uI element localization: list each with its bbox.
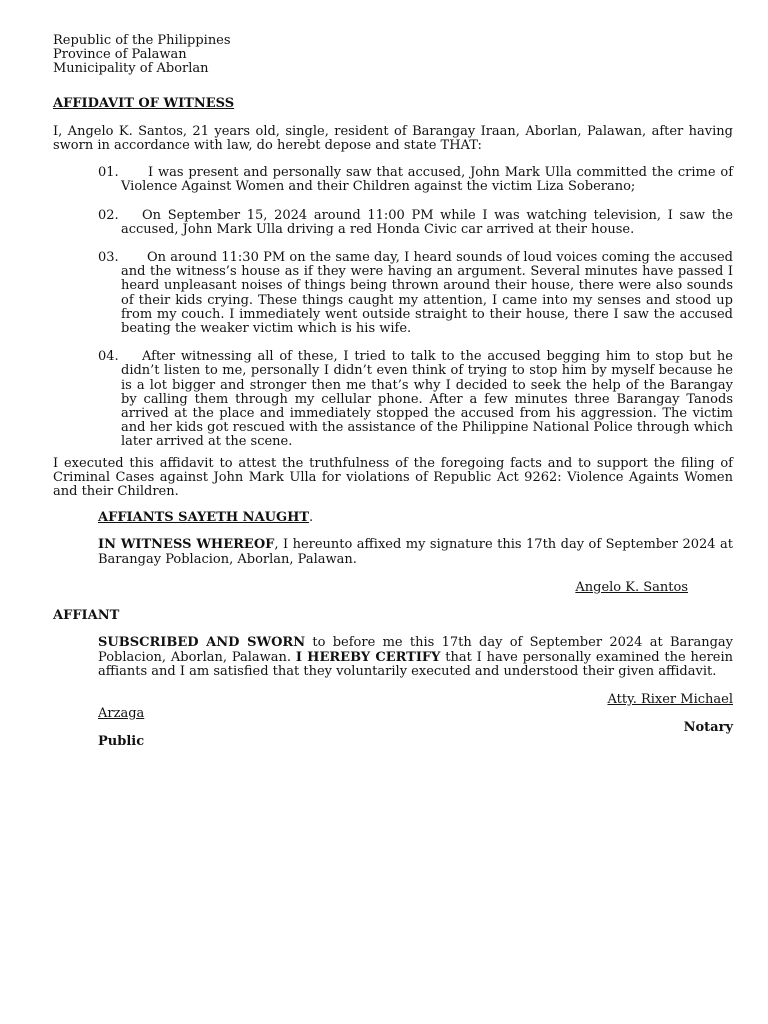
- affidavit-document: [53, 34, 733, 749]
- jurat-certify: I HEREBY CERTIFY: [295, 649, 441, 665]
- statement-number: 03.: [98, 250, 119, 266]
- notary-name-part2: Arzaga: [98, 705, 145, 721]
- jurat-lead: SUBSCRIBED AND SWORN: [98, 635, 306, 651]
- jurat-text: to before me this 17th day of September 2024 at Barangay Poblacion, Aborlan, Palawan.: [98, 635, 734, 665]
- statement-text: After witnessing all of these, I tried to talk to the accused begging him to stop but he didn’t listen to me, personally I didn’t even think of trying to stop him by myself because he is a lot bigger and stronger then me that’s why I decided to seek the help of the Barangay by calling them through my cellular phone. After a few minutes three Barangay Tanods arrived at the place and immediately stopped the accused from his aggression. The victim and her kids got rescued with the assistance of the Philippine National Police through which later arrived at the scene.: [121, 349, 733, 450]
- notary-name-part1: Atty. Rixer Michael: [607, 691, 733, 707]
- statement-number: 01.: [98, 165, 119, 181]
- statement-item: [98, 165, 733, 195]
- sayeth-naught-period: .: [309, 510, 314, 526]
- statement-number: 04.: [98, 349, 119, 365]
- witness-paragraph: [98, 538, 733, 566]
- affiant-label: AFFIANT: [53, 608, 120, 624]
- document-header: [53, 34, 733, 77]
- closing-paragraph: I executed this affidavit to attest the truthfulness of the foregoing facts and to support the filing of Criminal Cases against John Mark Ulla for violations of Republic Act 9262: Violence Againts Women and their Children.: [53, 455, 733, 500]
- statement-item: [98, 207, 733, 237]
- jurat-text-end: that I have personally examined the herein affiants and I am satisfied that they voluntarily executed and understood their given affidavit.: [98, 649, 734, 679]
- header-province: Province of Palawan: [53, 47, 187, 63]
- header-country: Republic of the Philippines: [53, 33, 231, 48]
- affiant-signature: [53, 581, 733, 595]
- witness-lead: IN WITNESS WHEREOF: [98, 537, 275, 553]
- notary-signature-block: [98, 693, 733, 749]
- affiant-name: Angelo K. Santos: [575, 579, 688, 595]
- witness-text: , I hereunto affixed my signature this 17th day of September 2024 at Barangay Poblacion, Aborlan, Palawan.: [98, 537, 733, 567]
- statement-item: [98, 349, 733, 450]
- jurat-paragraph: [98, 636, 733, 679]
- notary-title-part2: Public: [98, 733, 145, 749]
- statement-text: I was present and personally saw that accused, John Mark Ulla committed the crime of Violence Against Women and their Children against the victim Liza Soberano;: [121, 165, 733, 195]
- intro-paragraph: I, Angelo K. Santos, 21 years old, single, resident of Barangay Iraan, Aborlan, Palawan, after having sworn in accordance with law, do herebt depose and state THAT:: [53, 123, 733, 154]
- header-municipality: Municipality of Aborlan: [53, 61, 209, 77]
- statement-text: On September 15, 2024 around 11:00 PM while I was watching television, I saw the accused, John Mark Ulla driving a red Honda Civic car arrived at their house.: [121, 207, 733, 237]
- document-title: AFFIDAVIT OF WITNESS: [53, 95, 235, 111]
- sayeth-naught: [98, 511, 733, 525]
- notary-title-part1: Notary: [683, 719, 733, 735]
- statement-item: [98, 250, 733, 337]
- statement-text: On around 11:30 PM on the same day, I heard sounds of loud voices coming the accused and the witness’s house as if they were having an argument. Several minutes have passed I heard unpleasant noises of things being thrown around their house, there were also sounds of their kids crying. These things caught my attention, I came into my senses and stood up from my couch. I immediately went outside straight to their house, there I saw the accused beating the weaker victim which is his wife.: [121, 250, 733, 337]
- sayeth-naught-label: AFFIANTS SAYETH NAUGHT: [98, 510, 310, 526]
- statement-list: [53, 166, 733, 449]
- statement-number: 02.: [98, 207, 119, 223]
